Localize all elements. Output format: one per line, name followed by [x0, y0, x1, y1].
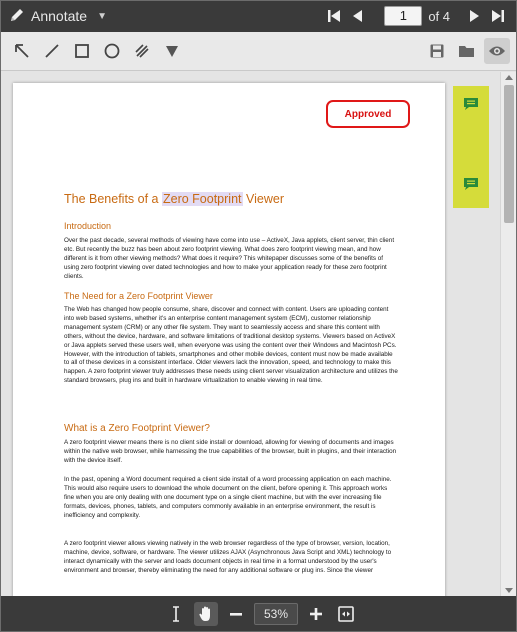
- chevron-down-icon: ▼: [97, 10, 107, 22]
- arrow-icon: [13, 42, 31, 60]
- eye-icon: [488, 44, 506, 58]
- first-page-icon: [327, 9, 341, 23]
- section-heading: What is a Zero Footprint Viewer?: [64, 423, 210, 434]
- comment-icon[interactable]: [462, 176, 480, 192]
- plus-icon: [308, 606, 324, 622]
- last-page-button[interactable]: [486, 5, 510, 27]
- line-icon: [43, 42, 61, 60]
- vertical-scrollbar[interactable]: [500, 72, 516, 596]
- fit-width-button[interactable]: [334, 602, 358, 626]
- previous-page-icon: [352, 9, 364, 23]
- scroll-up-icon[interactable]: [505, 75, 513, 80]
- comment-icon[interactable]: [462, 96, 480, 112]
- folder-icon: [458, 43, 476, 59]
- mode-selector[interactable]: [9, 6, 107, 26]
- open-folder-button[interactable]: [454, 38, 480, 64]
- minus-icon: [228, 606, 244, 622]
- paragraph: A zero footprint viewer allows viewing natively in the web browser regardless of the type of browser, version, location, machine, device, software, or hardware. The viewer utilizes AJAX (Asynchronous Java Script and XML) technology to interact dynamically with the server and loads document objects in real time in a format understood by the user's environment and browser, thereby eliminating the need for any additional software or plug ins. Since the viewer: [64, 540, 392, 574]
- zoom-out-button[interactable]: [224, 602, 248, 626]
- text-select-button[interactable]: [164, 602, 188, 626]
- mode-label: Annotate: [31, 8, 88, 24]
- section-body: The Web has changed how people consume, share, discover and connect with content. Users are uploading content into web based systems, whether it's an enterprise content management system (ECM), customer relationship management system (CRM) or any other file system. They want to seamlessly access and share this content with others, without the device, hardware, and software limitations of traditional desktop systems. Viewers based on ActiveX or Java applets served these users well, when everyone was using the content over their Windows and Macintosh PCs. However, with the introduction of tablets, smartphones and other mobile devices, content must now be made available to all of these devices in a consistent interface. Older viewers lack the innovation, speed, and technology to make this happen. A zero footprint viewer truly addresses these needs using client server visualization architecture and utilizes the standard browsers, plug ins and built in hardware virtualization to enable viewing in real time.: [64, 306, 398, 385]
- ellipse-tool-button[interactable]: [101, 40, 123, 62]
- polygon-tool-button[interactable]: [161, 40, 183, 62]
- pan-button[interactable]: [194, 602, 218, 626]
- rectangle-icon: [73, 42, 91, 60]
- title-prefix: The Benefits of a: [64, 192, 159, 206]
- scrollbar-thumb[interactable]: [504, 85, 514, 223]
- section-heading: Introduction: [64, 221, 112, 231]
- zoom-controls: [164, 602, 358, 626]
- toggle-annotations-button[interactable]: [484, 38, 510, 64]
- triangle-down-icon: [163, 42, 181, 60]
- arrow-tool-button[interactable]: [11, 40, 33, 62]
- save-button[interactable]: [424, 38, 450, 64]
- zoom-level-input[interactable]: 53%: [254, 603, 298, 625]
- save-icon: [429, 43, 445, 59]
- top-toolbar: [1, 1, 516, 32]
- annotation-tools: [11, 40, 183, 62]
- section-body: Over the past decade, several methods of viewing have come into use – ActiveX, Java applets, client server, thin client etc. But recently the buzz has been about zero footprint viewing. What does zero footprint viewing mean, and how different is it from other viewing methods? What does it require? This whitepaper discusses some of the benefits of using zero footprint viewing over dated technologies and how to make your application ready for these zero footprint clients.: [64, 237, 395, 280]
- scroll-down-icon[interactable]: [505, 588, 513, 593]
- stamp-label: Approved: [344, 108, 392, 120]
- zoom-in-button[interactable]: [304, 602, 328, 626]
- next-page-icon: [468, 9, 480, 23]
- first-page-button[interactable]: [322, 5, 346, 27]
- previous-page-button[interactable]: [346, 5, 370, 27]
- section-body: A zero footprint viewer means there is no client side install or download, allowing for viewing of documents and images within the native web browser, while harnessing the true capabilities of the browser, built in plugins, and their interaction with the device itself.: [64, 439, 397, 464]
- highlighted-text-annotation[interactable]: Zero Footprint: [163, 192, 242, 206]
- line-tool-button[interactable]: [41, 40, 63, 62]
- page-navigation: [322, 5, 510, 27]
- toolbar-right-actions: [424, 38, 510, 64]
- document-page[interactable]: [13, 83, 445, 603]
- title-suffix: Viewer: [246, 192, 284, 206]
- pencil-icon: [9, 7, 25, 26]
- paragraph: In the past, opening a Word document required a client side install of a word processing application on each machine. This would also require users to download the whole document on the client, before opening it. This approach works fine when you are only dealing with one document type on a single client machine, but with the ever increasing file formats, devices, phones, tablets, and computers commonly available in an enterprise environment, the result is inefficiency and complexity.: [64, 476, 392, 519]
- annotation-toolbar: [1, 32, 516, 71]
- ellipse-icon: [103, 42, 121, 60]
- bottom-toolbar: [1, 596, 516, 631]
- section-heading: The Need for a Zero Footprint Viewer: [64, 291, 213, 301]
- text-cursor-icon: [170, 605, 182, 623]
- hand-icon: [197, 605, 215, 623]
- comment-margin: [453, 86, 489, 208]
- approved-stamp[interactable]: [326, 100, 410, 128]
- fit-width-icon: [337, 605, 355, 623]
- rectangle-tool-button[interactable]: [71, 40, 93, 62]
- page-count-label: of 4: [428, 8, 450, 24]
- freehand-tool-button[interactable]: [131, 40, 153, 62]
- document-viewer[interactable]: [1, 72, 516, 596]
- page-number-input[interactable]: 1: [384, 6, 422, 26]
- freehand-icon: [133, 42, 151, 60]
- next-page-button[interactable]: [462, 5, 486, 27]
- last-page-icon: [491, 9, 505, 23]
- document-title: [64, 192, 284, 206]
